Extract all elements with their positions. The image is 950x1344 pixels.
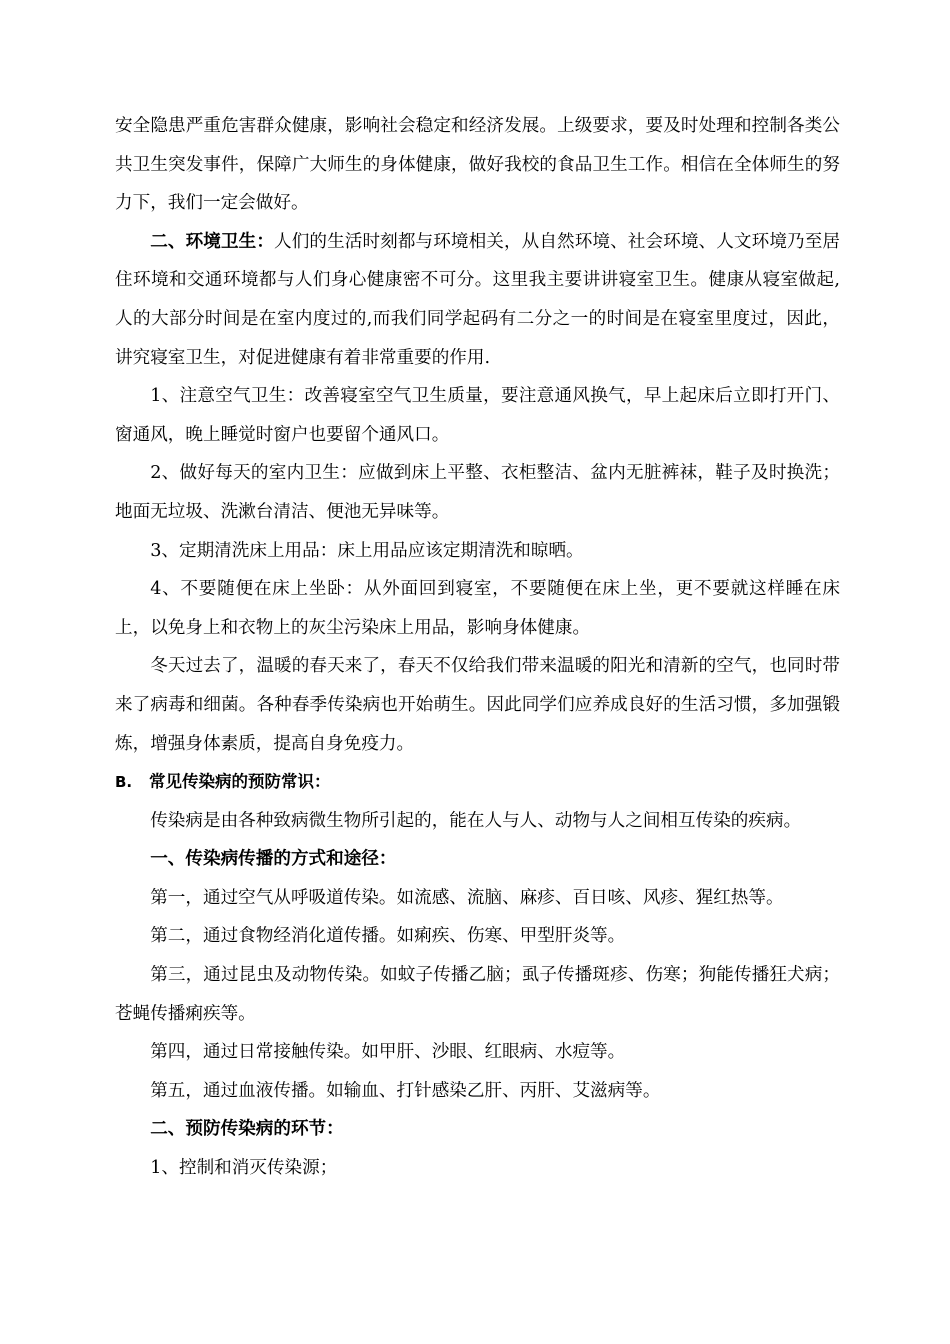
list-item-bedding: 3、定期清洗床上用品：床上用品应该定期清洗和晾晒。 — [150, 540, 584, 561]
list-item-foodborne: 第二，通过食物经消化道传播。如痢疾、伤寒、甲型肝炎等。 — [150, 926, 626, 947]
paragraph-environment-body: 人们的生活时刻都与环境相关，从自然环境、社会环境、人文环境乃至居住环境和交通环境都与人们身心健康密不可分。这里我主要讲讲寝室卫生。健康从寝室做起,人的大部分时间是在室内度过的,而我们同学起码有二分之一的时间是在寝室里度过，因此，讲究寝室卫生，对促进健康有着非常重要的作用. — [115, 231, 840, 368]
document-page — [115, 107, 840, 1188]
section-b-label: B. — [115, 773, 133, 792]
paragraph-food-safety-conclusion: 安全隐患严重危害群众健康，影响社会稳定和经济发展。上级要求，要及时处理和控制各类公共卫生突发事件，保障广大师生的身体健康，做好我校的食品卫生工作。相信在全体师生的努力下，我们一定会做好。 — [115, 116, 840, 214]
section-b-title: 常见传染病的预防常识： — [149, 772, 331, 792]
list-item-air-hygiene: 1、注意空气卫生：改善寝室空气卫生质量，要注意通风换气，早上起床后立即打开门、窗通风，晚上睡觉时窗户也要留个通风口。 — [115, 386, 840, 445]
list-item-blood: 第五，通过血液传播。如输血、打针感染乙肝、丙肝、艾滋病等。 — [150, 1080, 661, 1101]
list-item-control-source: 1、控制和消灭传染源； — [150, 1158, 338, 1179]
list-item-airborne: 第一，通过空气从呼吸道传染。如流感、流脑、麻疹、百日咳、风疹、猩红热等。 — [150, 887, 784, 908]
subheading-transmission: 一、传染病传播的方式和途径： — [150, 848, 397, 870]
subheading-prevention: 二、预防传染病的环节： — [150, 1118, 344, 1140]
list-item-daily-cleaning: 2、做好每天的室内卫生：应做到床上平整、衣柜整洁、盆内无脏裤袜，鞋子及时换洗；地面无垃圾、洗漱台清洁、便池无异味等。 — [115, 463, 840, 522]
list-item-bed-sitting: 4、不要随便在床上坐卧：从外面回到寝室，不要随便在床上坐，更不要就这样睡在床上，以免身上和衣物上的灰尘污染床上用品，影响身体健康。 — [115, 579, 840, 638]
paragraph-environment-hygiene — [115, 223, 840, 377]
paragraph-spring-disease: 冬天过去了，温暖的春天来了，春天不仅给我们带来温暖的阳光和清新的空气，也同时带来了病毒和细菌。各种春季传染病也开始萌生。因此同学们应养成良好的生活习惯，多加强锻炼，增强身体素质，提高自身免疫力。 — [115, 656, 840, 754]
section-heading-environment: 二、环境卫生： — [150, 230, 275, 252]
section-heading-b — [115, 763, 840, 802]
list-item-contact: 第四，通过日常接触传染。如甲肝、沙眼、红眼病、水痘等。 — [150, 1042, 626, 1063]
list-item-insects-animals: 第三，通过昆虫及动物传染。如蚊子传播乙脑；虱子传播斑疹、伤寒；狗能传播狂犬病；苍蝇传播痢疾等。 — [115, 965, 840, 1024]
paragraph-disease-definition: 传染病是由各种致病微生物所引起的，能在人与人、动物与人之间相互传染的疾病。 — [150, 810, 802, 831]
